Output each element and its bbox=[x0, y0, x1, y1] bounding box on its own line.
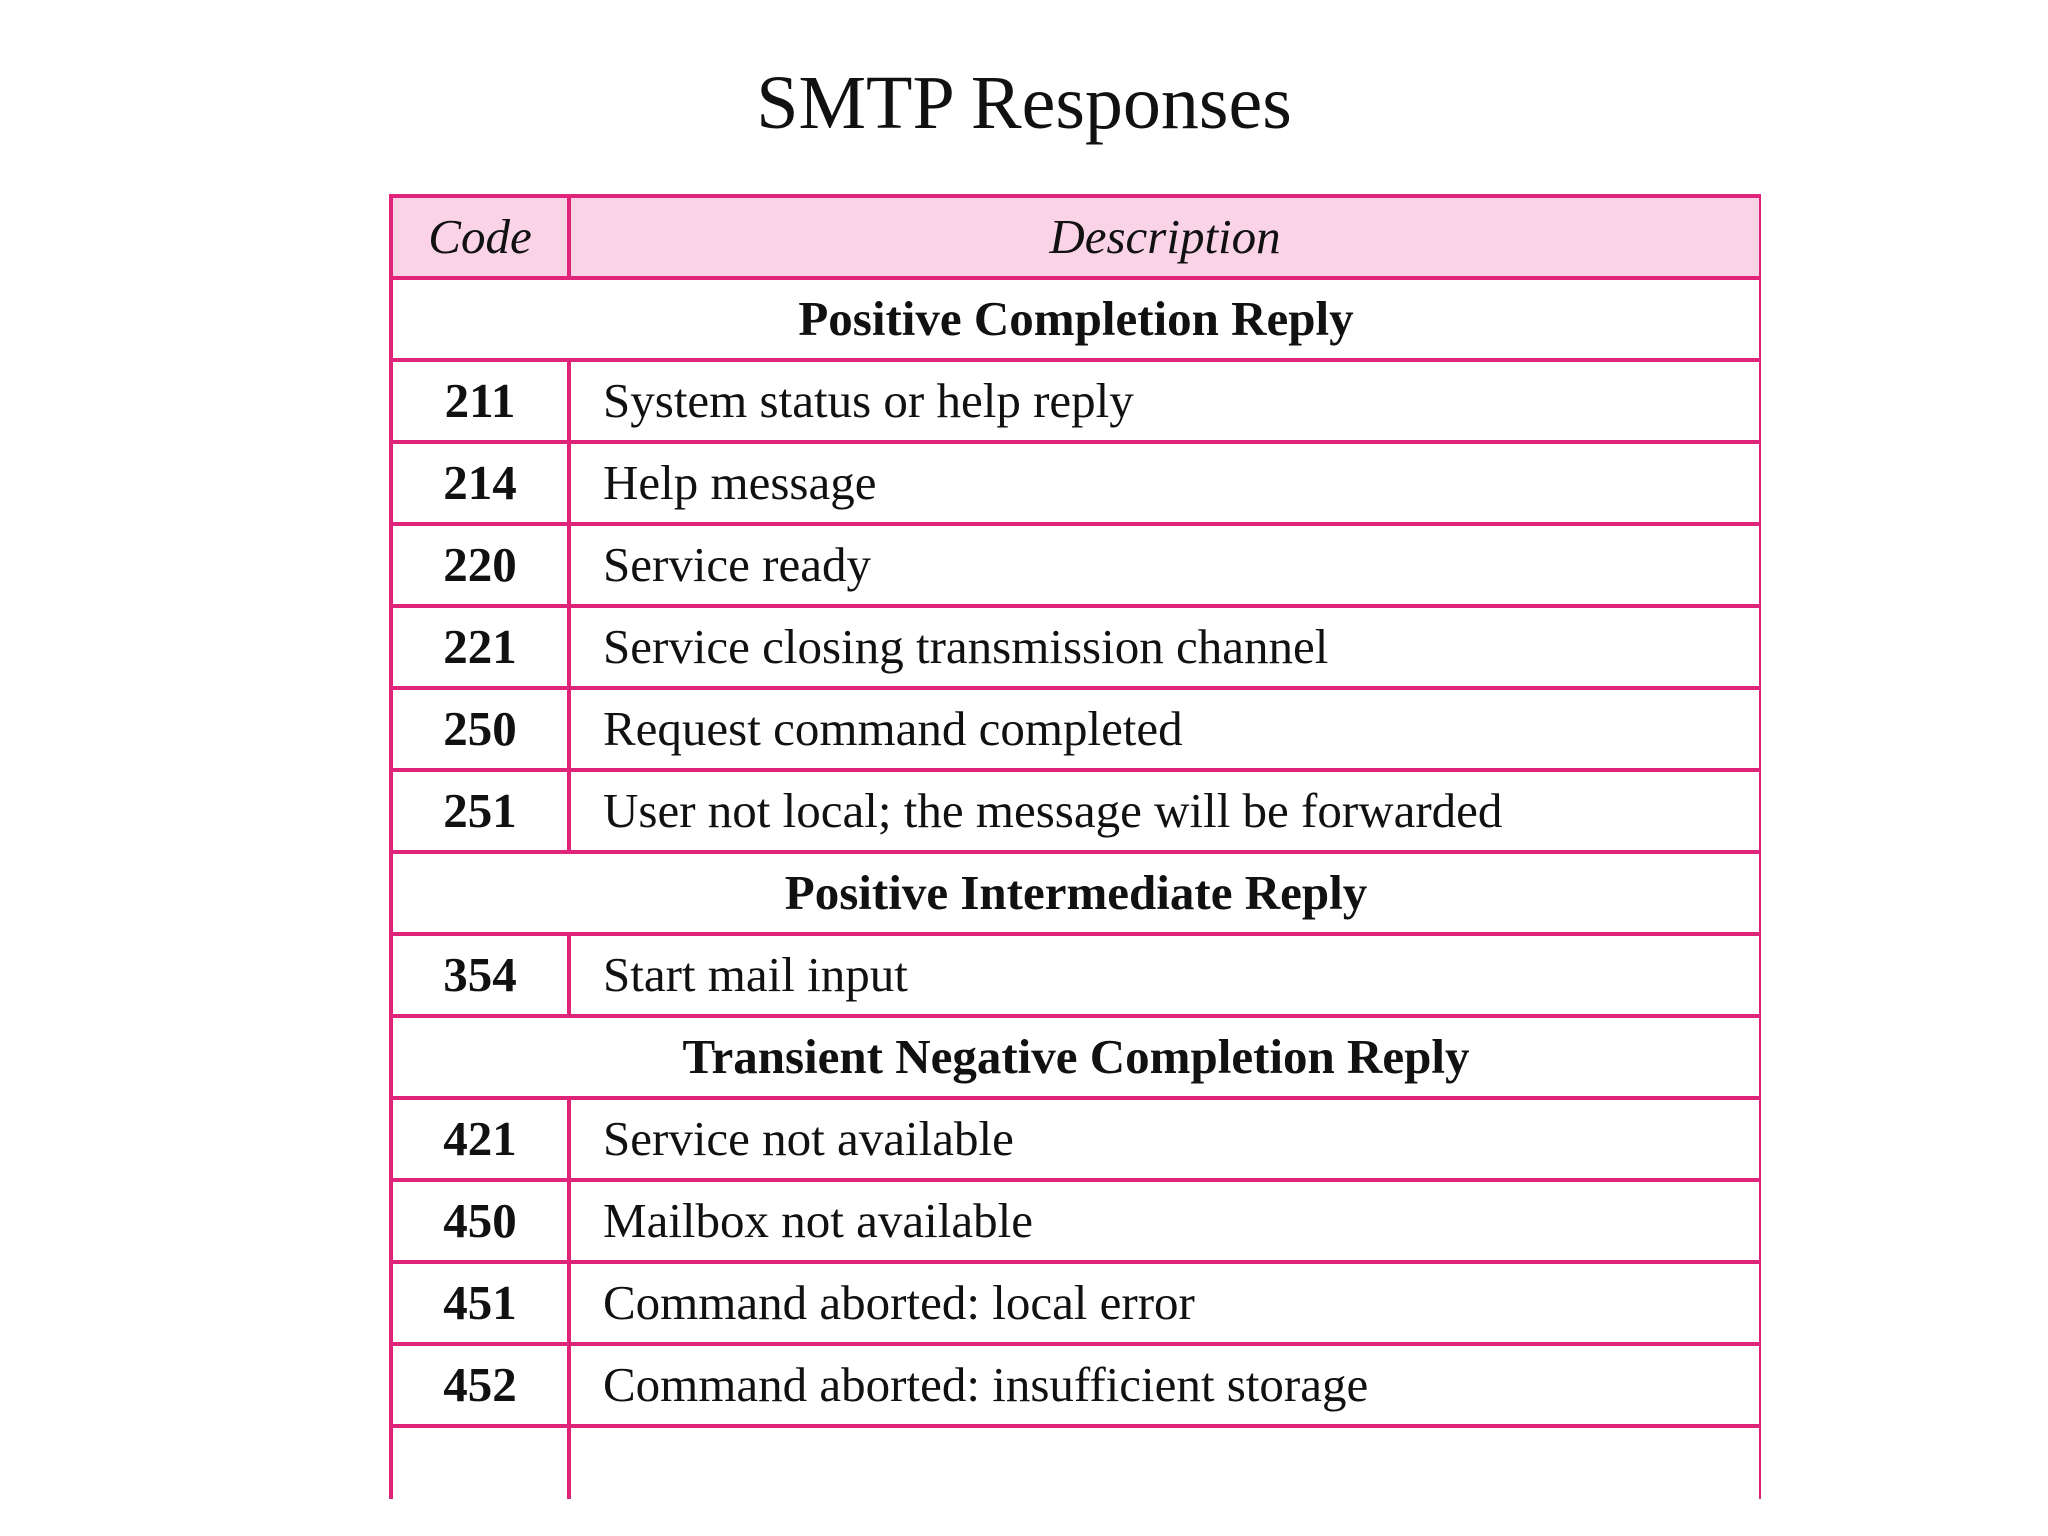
response-description: Service ready bbox=[569, 524, 1761, 606]
section-row bbox=[391, 1016, 1761, 1098]
description-column-header: Description bbox=[569, 196, 1761, 278]
response-description: Start mail input bbox=[569, 934, 1761, 1016]
table-row-cut-off bbox=[391, 1426, 1761, 1499]
response-code: 220 bbox=[391, 524, 569, 606]
response-description: Command aborted: local error bbox=[569, 1262, 1761, 1344]
table-row bbox=[391, 442, 1761, 524]
table-row bbox=[391, 360, 1761, 442]
response-code: 221 bbox=[391, 606, 569, 688]
section-row bbox=[391, 852, 1761, 934]
table-header-row bbox=[391, 196, 1761, 278]
response-description: Command aborted: insufficient storage bbox=[569, 1344, 1761, 1426]
section-label: Positive Intermediate Reply bbox=[391, 852, 1761, 934]
table-row bbox=[391, 1098, 1761, 1180]
response-code: 354 bbox=[391, 934, 569, 1016]
page-title: SMTP Responses bbox=[756, 61, 1292, 145]
response-description: Request command completed bbox=[569, 688, 1761, 770]
table-row bbox=[391, 688, 1761, 770]
table-row bbox=[391, 1180, 1761, 1262]
code-column-header: Code bbox=[391, 196, 569, 278]
section-label: Transient Negative Completion Reply bbox=[391, 1016, 1761, 1098]
table-row bbox=[391, 770, 1761, 852]
response-code: 450 bbox=[391, 1180, 569, 1262]
section-row bbox=[391, 278, 1761, 360]
smtp-responses-table-container bbox=[389, 194, 1761, 1499]
response-code: 451 bbox=[391, 1262, 569, 1344]
response-code: 452 bbox=[391, 1344, 569, 1426]
response-description: Service not available bbox=[569, 1098, 1761, 1180]
response-code: 250 bbox=[391, 688, 569, 770]
table-body bbox=[391, 278, 1761, 1499]
response-description: Help message bbox=[569, 442, 1761, 524]
table-row bbox=[391, 606, 1761, 688]
table-row bbox=[391, 1344, 1761, 1426]
response-description: Service closing transmission channel bbox=[569, 606, 1761, 688]
section-label: Positive Completion Reply bbox=[391, 278, 1761, 360]
smtp-responses-table bbox=[389, 194, 1761, 1499]
response-code: 211 bbox=[391, 360, 569, 442]
table-row bbox=[391, 1262, 1761, 1344]
table-row bbox=[391, 934, 1761, 1016]
response-description: User not local; the message will be forwarded bbox=[569, 770, 1761, 852]
response-code: 214 bbox=[391, 442, 569, 524]
response-code-empty bbox=[391, 1426, 569, 1499]
response-description: System status or help reply bbox=[569, 360, 1761, 442]
response-description-empty bbox=[569, 1426, 1761, 1499]
response-description: Mailbox not available bbox=[569, 1180, 1761, 1262]
table-row bbox=[391, 524, 1761, 606]
response-code: 251 bbox=[391, 770, 569, 852]
response-code: 421 bbox=[391, 1098, 569, 1180]
